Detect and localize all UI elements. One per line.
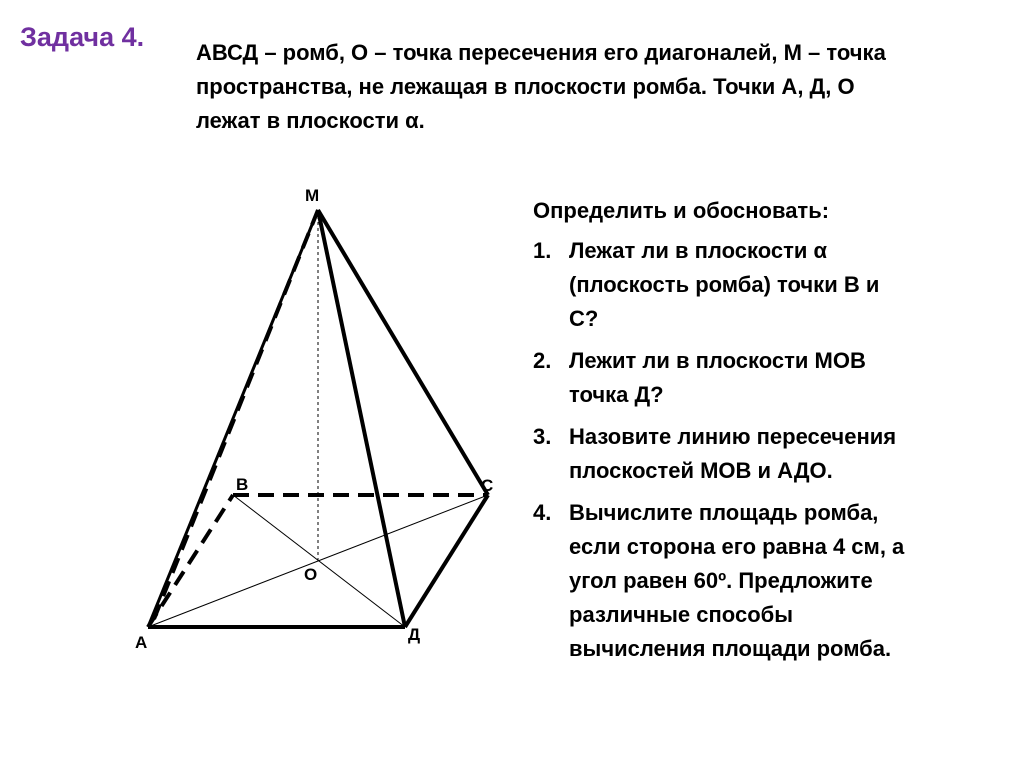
- question-line: вычисления площади ромба.: [569, 636, 892, 661]
- questions-list: [533, 234, 1013, 666]
- question-line: С?: [569, 306, 599, 331]
- question-line: если сторона его равна 4 см, а: [569, 534, 905, 559]
- label-point-o: О: [304, 565, 318, 584]
- question-line: точка Д?: [569, 382, 664, 407]
- diagonal-ac: [148, 495, 488, 627]
- task-title: Задача 4.: [20, 22, 145, 52]
- edge-dc: [405, 495, 488, 627]
- question-number: 4.: [533, 500, 552, 525]
- question-item: [533, 234, 1013, 336]
- label-point-c: С: [481, 476, 494, 495]
- question-text: [569, 234, 1013, 336]
- questions-block: [533, 194, 1013, 674]
- edge-md: [318, 210, 405, 627]
- questions-heading: Определить и обосновать:: [533, 198, 830, 223]
- edge-mc: [318, 210, 488, 495]
- statement-line: лежат в плоскости α.: [196, 108, 425, 133]
- statement-line: АВСД – ромб, О – точка пересечения его диагоналей, М – точка: [196, 40, 886, 65]
- diagonal-bd: [233, 495, 405, 627]
- label-point-d: Д: [408, 625, 421, 644]
- question-item: [533, 496, 1013, 666]
- question-line: Назовите линию пересечения: [569, 424, 897, 449]
- question-item: [533, 344, 1013, 412]
- question-line: Лежит ли в плоскости МОВ: [569, 348, 866, 373]
- question-line: (плоскость ромба) точки В и: [569, 272, 880, 297]
- label-point-b: В: [236, 475, 249, 494]
- question-line: Лежат ли в плоскости α: [569, 238, 828, 263]
- edge-ma: [148, 210, 318, 627]
- statement-line: пространства, не лежащая в плоскости ромба. Точки А, Д, О: [196, 74, 855, 99]
- question-number: 3.: [533, 424, 552, 449]
- label-point-m: М: [305, 186, 320, 205]
- question-item: [533, 420, 1013, 488]
- question-line: различные способы: [569, 602, 794, 627]
- question-number: 2.: [533, 348, 552, 373]
- question-line: плоскостей МОВ и АДО.: [569, 458, 833, 483]
- label-point-a: А: [135, 633, 148, 652]
- question-text: [569, 496, 1013, 666]
- question-text: [569, 420, 1013, 488]
- question-text: [569, 344, 1013, 412]
- question-line: угол равен 60º. Предложите: [569, 568, 873, 593]
- question-number: 1.: [533, 238, 552, 263]
- question-line: Вычислите площадь ромба,: [569, 500, 879, 525]
